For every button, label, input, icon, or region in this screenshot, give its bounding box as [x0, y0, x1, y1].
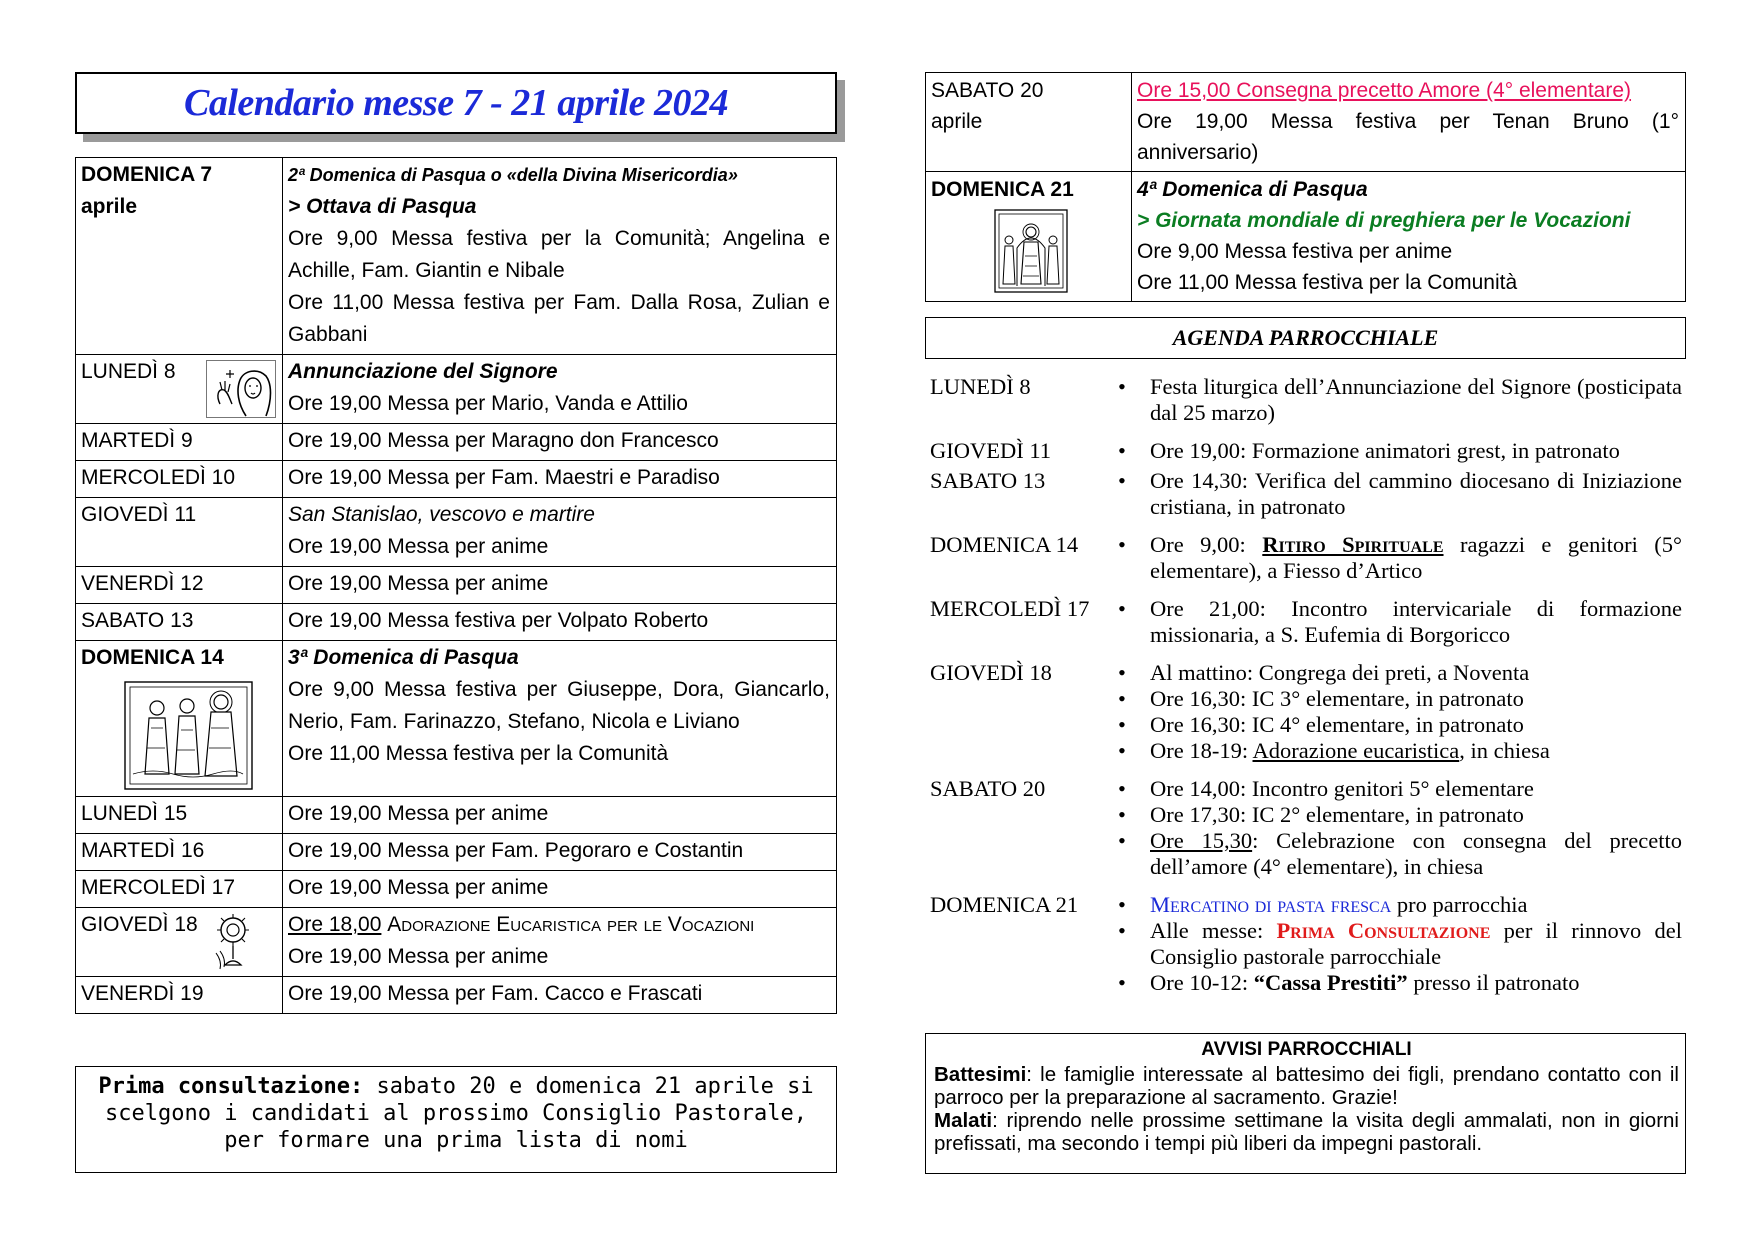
agenda-row	[930, 892, 1682, 996]
mass-cell	[283, 908, 837, 977]
day-cell	[926, 172, 1132, 302]
mass-entry: Ore 19,00 Messa festiva per Tenan Bruno (1° anniversario)	[1137, 110, 1679, 164]
consultation-highlight: Prima Consultazione	[1276, 918, 1491, 943]
agenda-day: DOMENICA 21	[930, 892, 1079, 917]
agenda-row	[930, 532, 1682, 584]
agenda-item	[1118, 532, 1682, 584]
mass-cell	[283, 641, 837, 797]
mass-cell	[283, 498, 837, 567]
agenda-item: • Ore 19,00: Formazione animatori grest, in patronato	[1118, 438, 1682, 464]
mass-calendar-table	[75, 157, 837, 1014]
agenda-text: Alle messe:	[1150, 918, 1277, 943]
month-label: aprile	[81, 195, 138, 218]
agenda-item	[1118, 970, 1682, 996]
calendar-row-d16	[76, 834, 837, 871]
mass-entry: Ore 11,00 Messa festiva per la Comunità	[288, 742, 669, 765]
day-label: MARTEDÌ 16	[76, 834, 283, 871]
agenda-time: Ore 15,30	[1150, 828, 1253, 853]
mass-entry: Ore 19,00 Messa festiva per Volpato Roberto	[283, 604, 837, 641]
day-cell	[76, 908, 283, 977]
calendar-row-d9	[76, 424, 837, 461]
agenda-text: pro parrocchia	[1391, 892, 1528, 917]
mass-entry: Ore 19,00 Messa per Fam. Maestri e Paradiso	[283, 461, 837, 498]
day-label: VENERDÌ 19	[76, 977, 283, 1014]
calendar-row-d10	[76, 461, 837, 498]
agenda-day: LUNEDÌ 8	[930, 374, 1031, 399]
mass-entry: Ore 19,00 Messa per anime	[283, 871, 837, 908]
malati-text: : riprendo nelle prossime settimane la visita degli ammalati, non in giorni prefissati, ma secondo i tempi più liberi da impegni pastorali.	[934, 1109, 1679, 1155]
agenda-row	[930, 660, 1682, 764]
calendar-row-d15	[76, 797, 837, 834]
agenda-time: Ore 9,00:	[1150, 532, 1246, 557]
feast-title: 3ª Domenica di Pasqua	[288, 646, 519, 669]
mass-entry: Ore 19,00 Messa per Mario, Vanda e Attilio	[288, 392, 688, 415]
day-label: SABATO 13	[76, 604, 283, 641]
agenda-day: MERCOLEDÌ 17	[930, 596, 1090, 621]
calendar-row-d13	[76, 604, 837, 641]
consultation-label: Prima consultazione:	[98, 1074, 364, 1099]
adoration-text: Adorazione Eucaristica per le Vocazioni	[387, 913, 755, 936]
agenda-text: presso il patronato	[1407, 970, 1580, 995]
battesimi-text: : le famiglie interessate al battesimo dei figli, prendano contatto con il parroco per la preparazione al sacramento. Grazie!	[934, 1063, 1679, 1109]
day-label: MARTEDÌ 9	[76, 424, 283, 461]
agenda-day: GIOVEDÌ 11	[930, 438, 1052, 463]
market-label: Mercatino di pasta fresca	[1150, 892, 1392, 917]
mass-cell	[1132, 73, 1686, 172]
agenda-time: Ore 10-12:	[1150, 970, 1254, 995]
mass-entry: Ore 19,00 Messa per anime	[283, 567, 837, 604]
mass-entry: Ore 19,00 Messa per Fam. Pegoraro e Costantin	[283, 834, 837, 871]
day-label: VENERDÌ 12	[76, 567, 283, 604]
agenda-item	[1118, 828, 1682, 880]
avvisi-malati	[934, 1109, 1679, 1155]
mass-entry: Ore 19,00 Messa per anime	[288, 535, 549, 558]
mass-cell	[1132, 172, 1686, 302]
mass-entry: Ore 9,00 Messa festiva per anime	[1137, 240, 1453, 263]
day-cell	[76, 355, 283, 424]
feast-title: San Stanislao, vescovo e martire	[288, 503, 595, 526]
page-title: Calendario messe 7 - 21 aprile 2024	[183, 82, 729, 124]
agenda-title: AGENDA PARROCCHIALE	[925, 317, 1686, 359]
agenda-item: • Ore 16,30: IC 4° elementare, in patronato	[1118, 712, 1682, 738]
avvisi-battesimi	[934, 1063, 1679, 1109]
agenda-item: • Ore 17,30: IC 2° elementare, in patronato	[1118, 802, 1682, 828]
event-entry: Ore 15,00 Consegna precetto Amore (4° elementare)	[1137, 79, 1632, 102]
day-label: MERCOLEDÌ 17	[76, 871, 283, 908]
agenda-item: • Ore 14,00: Incontro genitori 5° elementare	[1118, 776, 1682, 802]
mass-entry: Ore 19,00 Messa per anime	[288, 945, 549, 968]
calendar-row-d21	[926, 172, 1686, 302]
agenda-item: • Ore 16,30: IC 3° elementare, in patronato	[1118, 686, 1682, 712]
agenda-item: • Al mattino: Congrega dei preti, a Noventa	[1118, 660, 1682, 686]
day-label: DOMENICA 7	[81, 163, 213, 186]
mass-entry: Ore 11,00 Messa festiva per la Comunità	[1137, 271, 1518, 294]
feast-title: Annunciazione del Signore	[288, 360, 558, 383]
agenda-time: Ore 18-19:	[1150, 738, 1249, 763]
day-cell	[76, 641, 283, 797]
agenda-list	[930, 374, 1682, 1008]
month-label: aprile	[931, 110, 983, 133]
adoration-time: Ore 18,00	[288, 913, 382, 936]
calendar-row-d14	[76, 641, 837, 797]
agenda-item	[1118, 738, 1682, 764]
calendar-row-d18	[76, 908, 837, 977]
day-label: SABATO 20	[931, 79, 1044, 102]
day-label: DOMENICA 14	[81, 646, 224, 669]
agenda-text: : Celebrazione con consegna del precetto dell’amore (4° elementare), in chiesa	[1150, 828, 1682, 879]
consultation-notice	[75, 1066, 837, 1173]
agenda-item: • Ore 14,30: Verifica del cammino diocesano di Iniziazione cristiana, in patronato	[1118, 468, 1682, 520]
mass-entry: Ore 19,00 Messa per anime	[283, 797, 837, 834]
mass-entry: Ore 11,00 Messa festiva per Fam. Dalla Rosa, Zulian e Gabbani	[288, 291, 830, 346]
day-label: DOMENICA 21	[931, 178, 1074, 201]
good-shepherd-icon	[993, 208, 1069, 294]
calendar-row-d19	[76, 977, 837, 1014]
agenda-day: SABATO 13	[930, 468, 1046, 493]
agenda-row	[930, 776, 1682, 880]
malati-label: Malati	[934, 1109, 993, 1132]
agenda-text: per il rinnovo del Consiglio pastorale parrocchiale	[1150, 918, 1682, 969]
feast-subtitle: > Ottava di Pasqua	[288, 195, 477, 218]
calendar-row-d8	[76, 355, 837, 424]
agenda-item	[1118, 892, 1682, 918]
agenda-text: ragazzi e genitori (5° elementare), a Fiesso d’Artico	[1150, 532, 1683, 583]
feast-title: 2ª Domenica di Pasqua o «della Divina Misericordia»	[288, 165, 738, 185]
agenda-item	[1118, 918, 1682, 970]
mass-entry: Ore 9,00 Messa festiva per Giuseppe, Dora, Giancarlo, Nerio, Fam. Farinazzo, Stefano, Nicola e Liviano	[288, 678, 830, 733]
agenda-text: , in chiesa	[1459, 738, 1550, 763]
day-label: GIOVEDÌ 18	[81, 913, 198, 936]
title-box	[75, 72, 837, 134]
annunciation-icon	[206, 360, 276, 418]
mass-cell	[283, 158, 837, 355]
calendar-row-d7	[76, 158, 837, 355]
day-label: LUNEDÌ 15	[76, 797, 283, 834]
adoration-entry	[288, 909, 830, 941]
agenda-row	[930, 438, 1682, 464]
agenda-day: SABATO 20	[930, 776, 1046, 801]
monstrance-icon	[212, 913, 254, 971]
agenda-row	[930, 468, 1682, 520]
mass-entry: Ore 19,00 Messa per Fam. Cacco e Frascati	[283, 977, 837, 1014]
agenda-row	[930, 374, 1682, 426]
emmaus-icon	[121, 678, 256, 793]
day-cell	[76, 158, 283, 355]
retreat-label: Ritiro Spirituale	[1262, 532, 1444, 557]
day-cell	[926, 73, 1132, 172]
calendar-row-d12	[76, 567, 837, 604]
agenda-day: GIOVEDÌ 18	[930, 660, 1052, 685]
battesimi-label: Battesimi	[934, 1063, 1027, 1086]
calendar-row-d17	[76, 871, 837, 908]
consultation-text: sabato 20 e domenica 21 aprile si scelgono i candidati al prossimo Consiglio Pastorale, per formare una prima lista di nomi	[105, 1074, 814, 1153]
mass-entry: Ore 19,00 Messa per Maragno don Francesco	[283, 424, 837, 461]
feast-title: 4ª Domenica di Pasqua	[1137, 178, 1368, 201]
day-label: LUNEDÌ 8	[81, 360, 176, 383]
day-label: MERCOLEDÌ 10	[76, 461, 283, 498]
calendar-row-d20	[926, 73, 1686, 172]
agenda-item: • Festa liturgica dell’Annunciazione del Signore (posticipata dal 25 marzo)	[1118, 374, 1682, 426]
calendar-row-d11	[76, 498, 837, 567]
mass-entry: Ore 9,00 Messa festiva per la Comunità; Angelina e Achille, Fam. Giantin e Nibale	[288, 227, 830, 282]
agenda-item: • Ore 21,00: Incontro intervicariale di formazione missionaria, a S. Eufemia di Borgoricco	[1118, 596, 1682, 648]
mass-calendar-table-2	[925, 72, 1686, 302]
avvisi-box	[925, 1033, 1686, 1174]
avvisi-title: AVVISI PARROCCHIALI	[1201, 1039, 1412, 1060]
day-label: GIOVEDÌ 11	[76, 498, 283, 567]
agenda-day: DOMENICA 14	[930, 532, 1079, 557]
adoration-label: Adorazione eucaristica	[1252, 738, 1460, 763]
feast-subtitle: > Giornata mondiale di preghiera per le Vocazioni	[1137, 209, 1631, 232]
agenda-row	[930, 596, 1682, 648]
cassa-prestiti-label: “Cassa Prestiti”	[1253, 970, 1408, 995]
mass-cell	[283, 355, 837, 424]
